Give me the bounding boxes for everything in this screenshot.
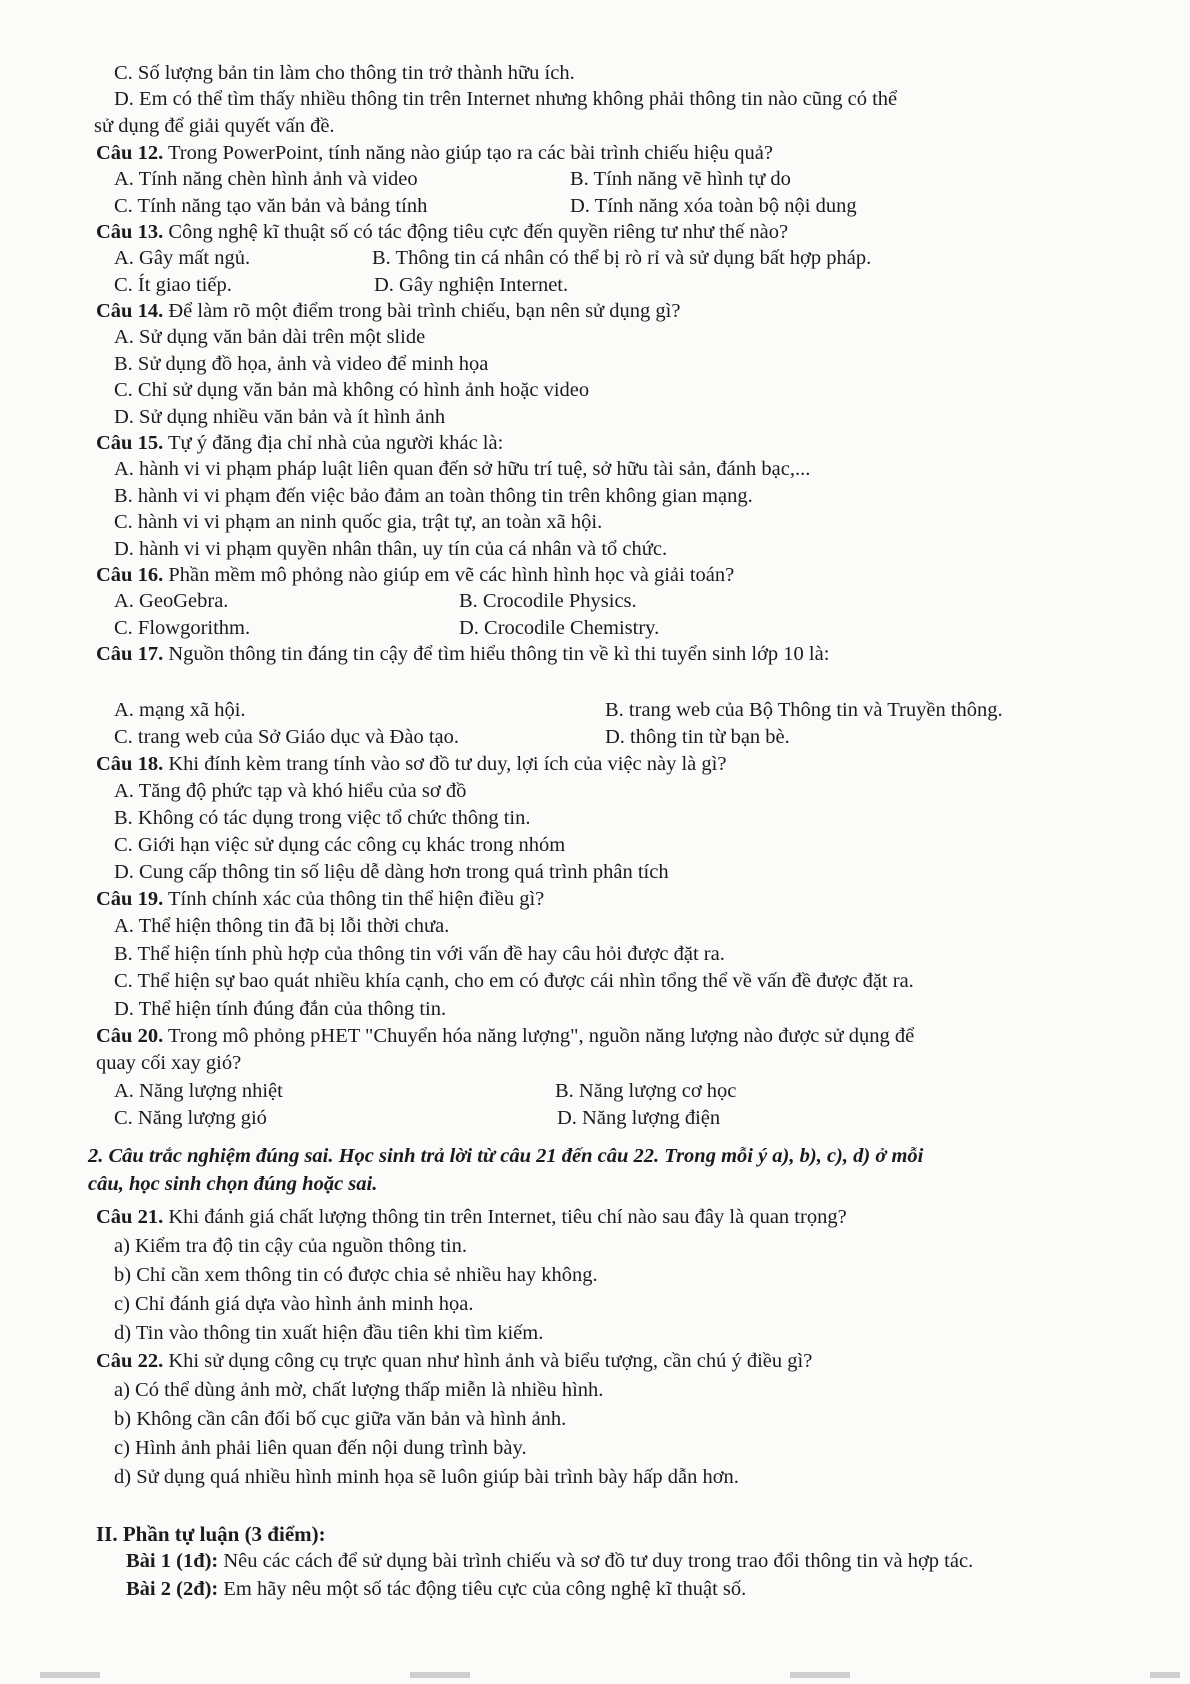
question-18-option-c: C. Giới hạn việc sử dụng các công cụ khác trong nhóm: [114, 834, 566, 856]
question-11-option-c: C. Số lượng bản tin làm cho thông tin trở thành hữu ích.: [114, 62, 575, 84]
question-18-option-d: D. Cung cấp thông tin số liệu dễ dàng hơn trong quá trình phân tích: [114, 861, 669, 883]
question-14-option-a: A. Sử dụng văn bản dài trên một slide: [114, 326, 426, 348]
question-13-text: Công nghệ kĩ thuật số có tác động tiêu cực đến quyền riêng tư như thế nào?: [163, 221, 789, 243]
question-11-option-d: D. Em có thể tìm thấy nhiều thông tin trên Internet nhưng không phải thông tin nào cũng có thể: [114, 88, 898, 110]
question-15-label: Câu 15.: [96, 432, 164, 454]
question-13: [96, 219, 788, 245]
part-2-title: II. Phần tự luận (3 điểm):: [96, 1522, 326, 1546]
essay-1: [126, 1548, 973, 1574]
question-20-option-b: B. Năng lượng cơ học: [555, 1080, 737, 1102]
question-18-option-a: A. Tăng độ phức tạp và khó hiểu của sơ đồ: [114, 780, 467, 802]
question-16-text: Phần mềm mô phỏng nào giúp em vẽ các hình hình học và giải toán?: [163, 564, 735, 586]
question-15-text: Tự ý đăng địa chỉ nhà của người khác là:: [163, 432, 504, 454]
question-15-option-b: B. hành vi vi phạm đến việc bảo đảm an toàn thông tin trên không gian mạng.: [114, 485, 753, 507]
question-12-option-d: D. Tính năng xóa toàn bộ nội dung: [570, 195, 857, 217]
question-20-option-c: C. Năng lượng gió: [114, 1107, 267, 1129]
question-19-label: Câu 19.: [96, 888, 164, 910]
question-12-text: Trong PowerPoint, tính năng nào giúp tạo ra các bài trình chiếu hiệu quả?: [163, 142, 773, 164]
essay-2: [126, 1576, 746, 1602]
question-12-label: Câu 12.: [96, 142, 164, 164]
question-21-text: Khi đánh giá chất lượng thông tin trên Internet, tiêu chí nào sau đây là quan trọng?: [163, 1206, 847, 1228]
question-20-label: Câu 20.: [96, 1025, 164, 1047]
question-14-option-b: B. Sử dụng đồ họa, ảnh và video để minh họa: [114, 353, 489, 375]
question-22-statement-c: c) Hình ảnh phải liên quan đến nội dung trình bày.: [114, 1437, 527, 1459]
question-17-option-b: B. trang web của Bộ Thông tin và Truyền thông.: [605, 699, 1003, 721]
question-21-statement-d: d) Tin vào thông tin xuất hiện đầu tiên khi tìm kiếm.: [114, 1322, 544, 1344]
scan-mark: [790, 1672, 850, 1678]
essay-2-label: Bài 2 (2đ):: [126, 1578, 219, 1600]
essay-1-label: Bài 1 (1đ):: [126, 1550, 219, 1572]
question-16-option-c: C. Flowgorithm.: [114, 617, 251, 639]
question-21-statement-c: c) Chỉ đánh giá dựa vào hình ảnh minh họa.: [114, 1293, 474, 1315]
question-20-text: Trong mô phỏng pHET "Chuyển hóa năng lượng", nguồn năng lượng nào được sử dụng để: [163, 1025, 915, 1047]
question-19-option-d: D. Thể hiện tính đúng đắn của thông tin.: [114, 998, 447, 1020]
question-22-label: Câu 22.: [96, 1350, 164, 1372]
question-14: [96, 298, 680, 324]
scan-mark: [410, 1672, 470, 1678]
scan-mark: [40, 1672, 100, 1678]
question-15: [96, 430, 503, 456]
question-19-text: Tính chính xác của thông tin thể hiện điều gì?: [163, 888, 545, 910]
question-19: [96, 886, 544, 912]
question-13-option-d: D. Gây nghiện Internet.: [374, 274, 569, 296]
question-20-text-continued: quay cối xay gió?: [96, 1052, 242, 1074]
question-18-label: Câu 18.: [96, 753, 164, 775]
question-18-option-b: B. Không có tác dụng trong việc tổ chức thông tin.: [114, 807, 531, 829]
question-15-option-d: D. hành vi vi phạm quyền nhân thân, uy tín của cá nhân và tổ chức.: [114, 538, 668, 560]
question-16: [96, 562, 734, 588]
question-12-option-a: A. Tính năng chèn hình ảnh và video: [114, 168, 418, 190]
question-14-text: Để làm rõ một điểm trong bài trình chiếu, bạn nên sử dụng gì?: [163, 300, 681, 322]
question-11-option-d-continued: sử dụng để giải quyết vấn đề.: [94, 115, 335, 137]
section-2-heading-continued: câu, học sinh chọn đúng hoặc sai.: [88, 1173, 378, 1195]
question-21-label: Câu 21.: [96, 1206, 164, 1228]
scan-edge-marks: [0, 1668, 1190, 1684]
section-2-heading: 2. Câu trắc nghiệm đúng sai. Học sinh trả lời từ câu 21 đến câu 22. Trong mỗi ý a), b), c), d) ở mỗi: [88, 1145, 924, 1167]
question-21-statement-a: a) Kiểm tra độ tin cậy của nguồn thông tin.: [114, 1235, 467, 1257]
question-18-text: Khi đính kèm trang tính vào sơ đồ tư duy, lợi ích của việc này là gì?: [163, 753, 727, 775]
question-17-text: Nguồn thông tin đáng tin cậy để tìm hiểu thông tin về kì thi tuyển sinh lớp 10 là:: [163, 643, 830, 665]
question-12: [96, 140, 773, 166]
question-22-statement-b: b) Không cần cân đối bố cục giữa văn bản và hình ảnh.: [114, 1408, 567, 1430]
question-12-option-b: B. Tính năng vẽ hình tự do: [570, 168, 791, 190]
question-19-option-a: A. Thể hiện thông tin đã bị lỗi thời chưa.: [114, 915, 450, 937]
question-22: [96, 1348, 812, 1374]
question-14-option-c: C. Chỉ sử dụng văn bản mà không có hình ảnh hoặc video: [114, 379, 590, 401]
question-20-option-d: D. Năng lượng điện: [557, 1107, 721, 1129]
question-14-option-d: D. Sử dụng nhiều văn bản và ít hình ảnh: [114, 406, 446, 428]
question-16-label: Câu 16.: [96, 564, 164, 586]
essay-1-text: Nêu các cách để sử dụng bài trình chiếu và sơ đồ tư duy trong trao đổi thông tin và hợp tác.: [218, 1550, 974, 1572]
question-16-option-b: B. Crocodile Physics.: [459, 590, 637, 612]
question-17: [96, 641, 829, 667]
question-21: [96, 1204, 847, 1230]
question-22-statement-d: d) Sử dụng quá nhiều hình minh họa sẽ luôn giúp bài trình bày hấp dẫn hơn.: [114, 1466, 739, 1488]
question-21-statement-b: b) Chỉ cần xem thông tin có được chia sẻ nhiều hay không.: [114, 1264, 598, 1286]
question-16-option-a: A. GeoGebra.: [114, 590, 229, 612]
question-17-option-a: A. mạng xã hội.: [114, 699, 246, 721]
question-20: [96, 1023, 914, 1049]
question-17-label: Câu 17.: [96, 643, 164, 665]
question-15-option-a: A. hành vi vi phạm pháp luật liên quan đến sở hữu trí tuệ, sở hữu tài sản, đánh bạc,...: [114, 458, 811, 480]
question-19-option-c: C. Thể hiện sự bao quát nhiều khía cạnh, cho em có được cái nhìn tổng thể về vấn đề được đặt ra.: [114, 970, 914, 992]
question-12-option-c: C. Tính năng tạo văn bản và bảng tính: [114, 195, 428, 217]
question-19-option-b: B. Thể hiện tính phù hợp của thông tin với vấn đề hay câu hỏi được đặt ra.: [114, 943, 725, 965]
question-13-option-a: A. Gây mất ngủ.: [114, 247, 251, 269]
question-13-label: Câu 13.: [96, 221, 164, 243]
scan-mark: [1150, 1672, 1180, 1678]
question-17-option-d: D. thông tin từ bạn bè.: [605, 726, 790, 748]
question-20-option-a: A. Năng lượng nhiệt: [114, 1080, 283, 1102]
question-22-statement-a: a) Có thể dùng ảnh mờ, chất lượng thấp miễn là nhiều hình.: [114, 1379, 604, 1401]
question-13-option-b: B. Thông tin cá nhân có thể bị rò rỉ và sử dụng bất hợp pháp.: [372, 247, 872, 269]
essay-2-text: Em hãy nêu một số tác động tiêu cực của công nghệ kĩ thuật số.: [218, 1578, 747, 1600]
question-18: [96, 751, 726, 777]
question-14-label: Câu 14.: [96, 300, 164, 322]
question-15-option-c: C. hành vi vi phạm an ninh quốc gia, trật tự, an toàn xã hội.: [114, 511, 603, 533]
question-13-option-c: C. Ít giao tiếp.: [114, 274, 232, 296]
question-17-option-c: C. trang web của Sở Giáo dục và Đào tạo.: [114, 726, 460, 748]
question-22-text: Khi sử dụng công cụ trực quan như hình ảnh và biểu tượng, cần chú ý điều gì?: [163, 1350, 813, 1372]
question-16-option-d: D. Crocodile Chemistry.: [459, 617, 660, 639]
